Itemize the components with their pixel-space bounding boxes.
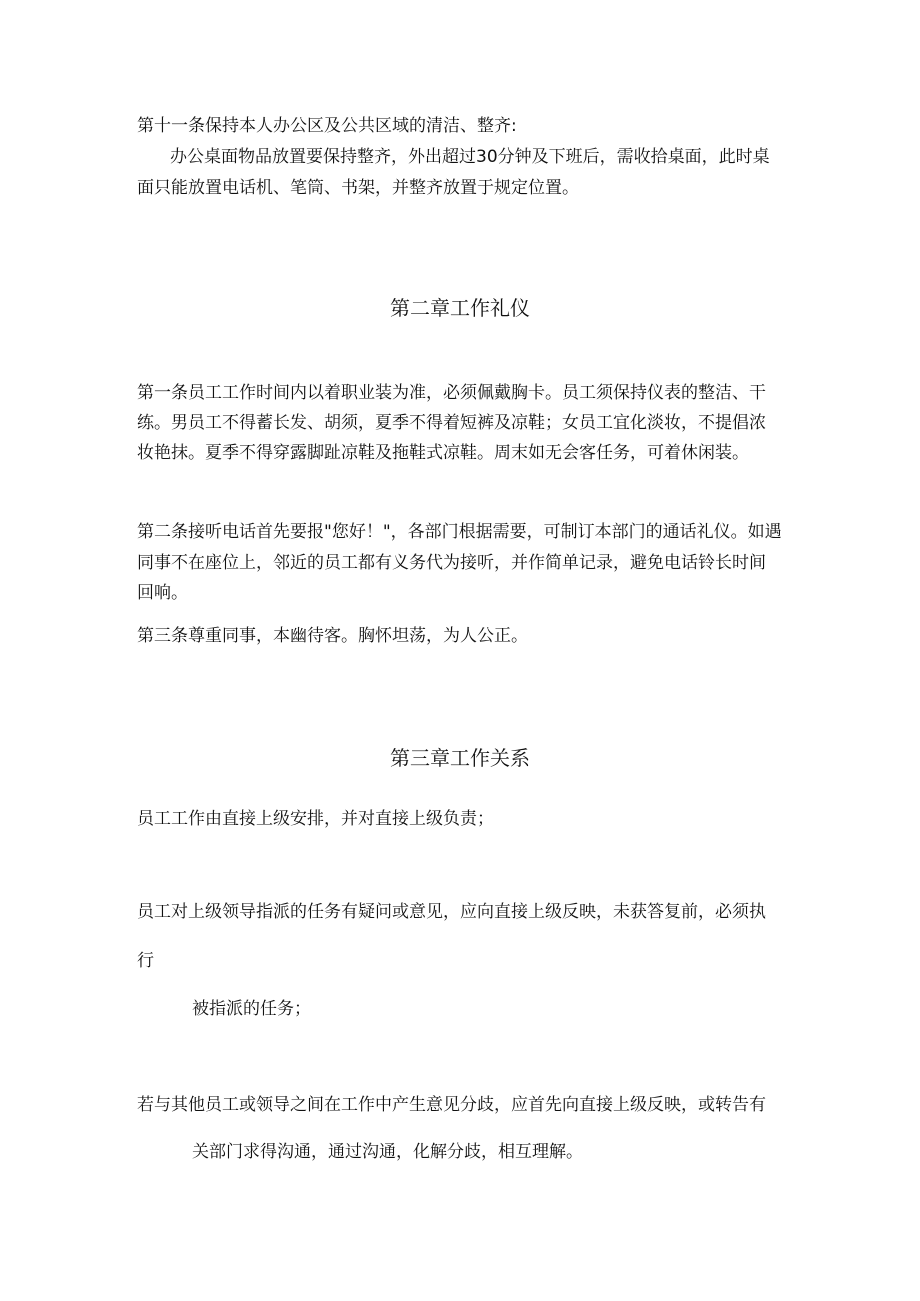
article-11-line-1: 办公桌面物品放置要保持整齐，外出超过30分钟及下班后，需收拾桌面，此时桌 xyxy=(170,147,770,167)
chapter-2-article-3-line-1: 第三条尊重同事，本幽待客。胸怀坦荡，为人公正。 xyxy=(137,626,528,646)
chapter-3-item-1: 员工工作由直接上级安排，并对直接上级负责； xyxy=(137,809,494,829)
chapter-2-article-1-line-2: 练。男员工不得蓄长发、胡须，夏季不得着短裤及凉鞋；女员工宜化淡妆，不提倡浓 xyxy=(137,413,766,433)
chapter-3-item-2-line-3: 被指派的任务； xyxy=(192,999,311,1019)
chapter-2-article-1-line-1: 第一条员工工作时间内以着职业装为准，必须佩戴胸卡。员工须保持仪表的整洁、干 xyxy=(137,383,766,403)
chapter-2-article-2-line-3: 回响。 xyxy=(137,583,188,603)
chapter-2-heading: 第二章工作礼仪 xyxy=(390,296,530,320)
chapter-3-item-3-line-1: 若与其他员工或领导之间在工作中产生意见分歧，应首先向直接上级反映，或转告有 xyxy=(137,1095,766,1115)
article-11-line-2: 面只能放置电话机、笔筒、书架，并整齐放置于规定位置。 xyxy=(137,178,579,198)
chapter-3-heading: 第三章工作关系 xyxy=(390,746,530,770)
article-11-title: 第十一条保持本人办公区及公共区域的清洁、整齐: xyxy=(137,116,517,136)
chapter-2-article-1-line-3: 妆艳抹。夏季不得穿露脚趾凉鞋及拖鞋式凉鞋。周末如无会客任务，可着休闲装。 xyxy=(137,443,749,463)
chapter-2-article-2-line-2: 同事不在座位上，邻近的员工都有义务代为接听，并作简单记录，避免电话铃长时间 xyxy=(137,553,766,573)
chapter-3-item-2-line-2: 行 xyxy=(137,951,154,971)
chapter-3-item-2-line-1: 员工对上级领导指派的任务有疑问或意见，应向直接上级反映，未获答复前，必须执 xyxy=(137,902,766,922)
chapter-3-item-3-line-2: 关部门求得沟通，通过沟通，化解分歧，相互理解。 xyxy=(192,1142,583,1162)
chapter-2-article-2-line-1: 第二条接听电话首先要报"您好！"，各部门根据需要，可制订本部门的通话礼仪。如遇 xyxy=(137,522,782,542)
